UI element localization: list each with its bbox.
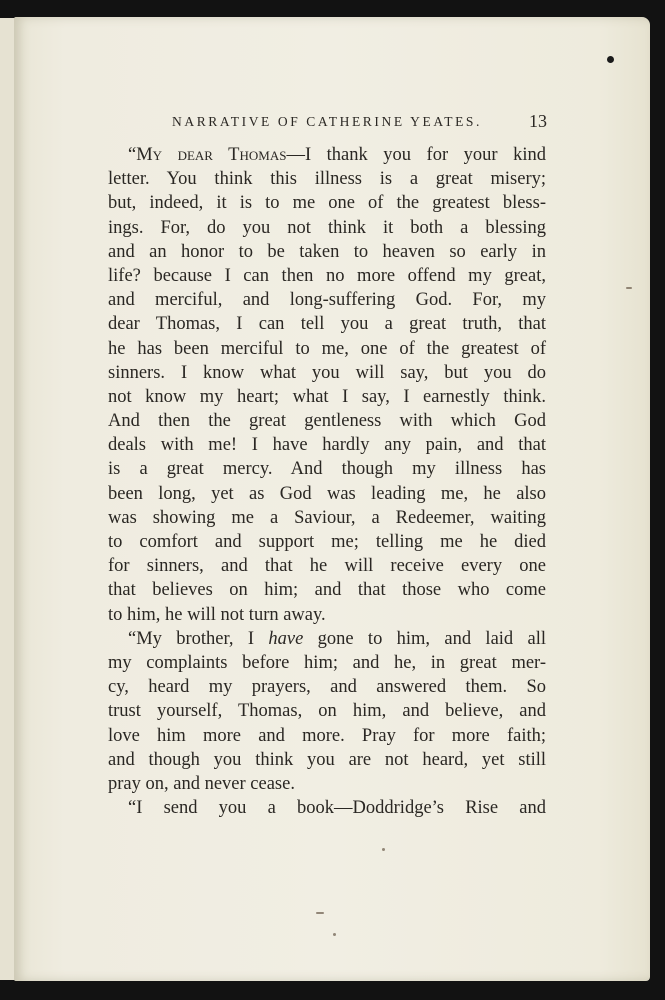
- text-line: is a great mercy. And though my illness has: [108, 459, 546, 480]
- text-line: cy, heard my prayers, and answered them. So: [108, 677, 546, 698]
- paper-speck: [316, 912, 324, 914]
- text-line: “My brother, I have gone to him, and laid all: [128, 628, 546, 649]
- text-line: letter. You think this illness is a great misery;: [108, 169, 546, 190]
- text-line: he has been merciful to me, one of the greatest of: [108, 338, 546, 359]
- text-line: deals with me! I have hardly any pain, and that: [108, 435, 546, 456]
- text-line: life? because I can then no more offend my great,: [108, 265, 546, 286]
- paragraph-2: [108, 627, 546, 796]
- page-header: [14, 98, 650, 131]
- text-line: for sinners, and that he will receive every one: [108, 556, 546, 577]
- text-line: pray on, and never cease.: [108, 773, 295, 794]
- paper-speck: [333, 933, 336, 936]
- paper-speck: [382, 848, 385, 851]
- text-line: to him, he will not turn away.: [108, 604, 326, 625]
- text-line: “I send you a book—Doddridge’s Rise and: [128, 798, 546, 819]
- text-line: trust yourself, Thomas, on him, and believe, and: [108, 701, 546, 722]
- text-line: that believes on him; and that those who come: [108, 580, 546, 601]
- emphasized-word: have: [268, 628, 304, 649]
- text-line: my complaints before him; and he, in great mer-: [108, 652, 546, 673]
- text-line: was showing me a Saviour, a Redeemer, waiting: [108, 507, 546, 528]
- text-line: And then the great gentleness with which God: [108, 411, 546, 432]
- text-line: been long, yet as God was leading me, he also: [108, 483, 546, 504]
- text-line: and an honor to be taken to heaven so early in: [108, 241, 546, 262]
- running-title: NARRATIVE OF CATHERINE YEATES.: [172, 114, 482, 129]
- body-text: [108, 143, 546, 820]
- text-line: and though you think you are not heard, yet still: [108, 749, 546, 770]
- text-line: to comfort and support me; telling me he died: [108, 532, 546, 552]
- text-line: ings. For, do you not think it both a blessing: [108, 217, 546, 238]
- paragraph-3: [108, 796, 546, 820]
- text-line: “My dear Thomas—I thank you for your kind: [128, 145, 546, 165]
- ink-dot: [607, 56, 614, 63]
- text-line: not know my heart; what I say, I earnestly think.: [108, 386, 546, 407]
- paper-speck: [626, 287, 632, 289]
- text-line: but, indeed, it is to me one of the greatest bless-: [108, 193, 546, 214]
- text-line: dear Thomas, I can tell you a great truth, that: [108, 314, 546, 335]
- text-line: love him more and more. Pray for more faith;: [108, 725, 546, 746]
- page-number: 13: [529, 111, 547, 131]
- text-line: and merciful, and long-suffering God. For, my: [108, 290, 546, 311]
- paragraph-1: [108, 143, 546, 627]
- text-line: sinners. I know what you will say, but you do: [108, 362, 546, 383]
